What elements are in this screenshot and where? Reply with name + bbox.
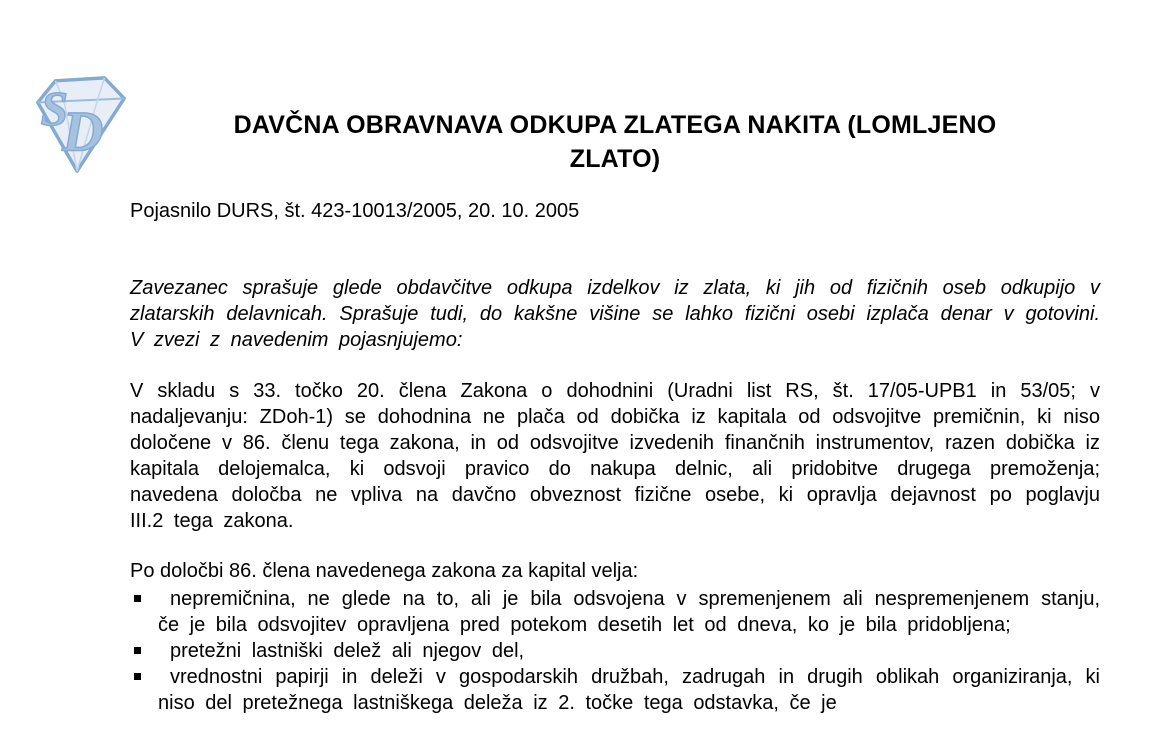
list-item: [130, 638, 1100, 664]
capital-list-intro: Po določbi 86. člena navedenega zakona za kapital velja:: [130, 560, 639, 582]
square-bullet-icon: [134, 595, 141, 602]
list-item: [130, 664, 1100, 716]
list-item-text: nepremičnina, ne glede na to, ali je bila odsvojena v spremenjenem ali nespremenjenem stanju, če je bila odsvojitev opravljena pred potekom desetih let od dneva, ko je bila pridobljena;: [158, 588, 1100, 636]
list-item-text: vrednostni papirji in deleži v gospodarskih družbah, zadrugah in drugih oblikah organiziranja, ki niso del pretežnega lastniškega deleža iz 2. točke tega odstavka, če je: [158, 666, 1100, 714]
page-title-line-2: ZLATO): [569, 145, 661, 173]
sd-diamond-logo-icon: [25, 70, 133, 180]
svg-text:S: S: [40, 81, 69, 136]
square-bullet-icon: [134, 647, 141, 654]
list-item-text: pretežni lastniški delež ali njegov del,: [170, 640, 525, 662]
square-bullet-icon: [134, 673, 141, 680]
document-reference: Pojasnilo DURS, št. 423-10013/2005, 20. 10. 2005: [130, 200, 580, 222]
capital-definition-list: [130, 586, 1100, 716]
inquiry-paragraph: Zavezanec sprašuje glede obdavčitve odkupa izdelkov iz zlata, ki jih od fizičnih oseb odkupijo v zlatarskih delavnicah. Sprašuje tudi, do kakšne višine se lahko fizični osebi izplača denar v gotovini. V zvezi z navedenim pojasnjujemo:: [130, 277, 1100, 351]
svg-text:D: D: [62, 100, 104, 164]
zdoh-law-paragraph: V skladu s 33. točko 20. člena Zakona o dohodnini (Uradni list RS, št. 17/05-UPB1 in 53/05; v nadaljevanju: ZDoh-1) se dohodnina ne plača od dobička iz kapitala od odsvojitve premičnin, ki niso določene v 86. členu tega zakona, in od odsvojitve izvedenih finančnih instrumentov, razen dobička iz kapitala delojemalca, ki odsvoji pravico do nakupa delnic, ali pridobitve drugega premoženja; navedena določba ne vpliva na davčno obveznost fizične osebe, ki opravlja dejavnost po poglavju III.2 tega zakona.: [130, 380, 1100, 532]
document-content: [130, 108, 1100, 716]
list-item: [130, 586, 1100, 638]
page-title: [130, 108, 1100, 176]
page-title-line-1: DAVČNA OBRAVNAVA ODKUPA ZLATEGA NAKITA (LOMLJENO: [233, 111, 997, 139]
